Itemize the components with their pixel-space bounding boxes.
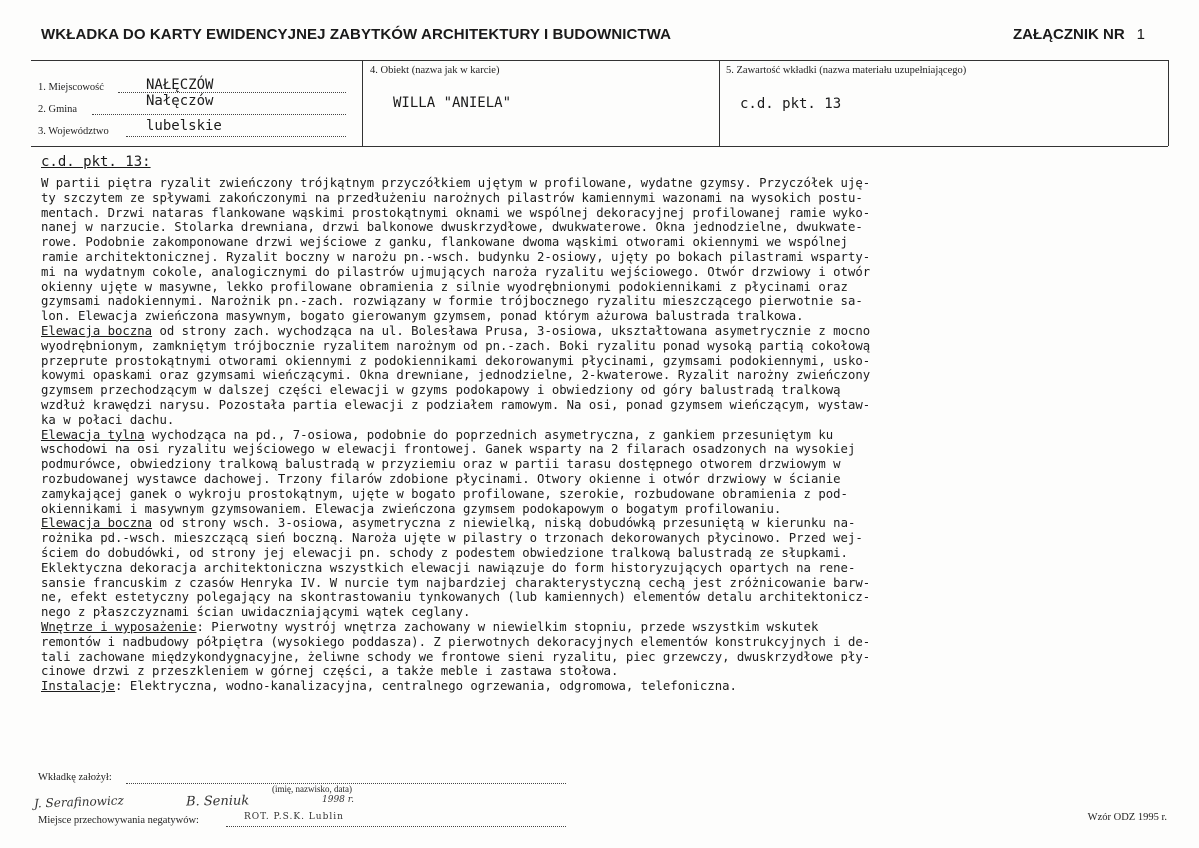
body-line: przeprute prostokątnymi otworami okiennymi z podokiennikami dekorowanymi płycinami, gzymsami podokiennymi, usko- <box>41 353 871 368</box>
signature-date: 1998 r. <box>322 795 354 805</box>
body-line: rowe. Podobnie zakomponowane drzwi wejściowe z ganku, flankowane dwoma wąskimi otworami okiennymi we wspólnej <box>41 235 848 250</box>
body-line: nanej w narzucie. Stolarka drewniana, drzwi balkonowe dwuskrzydłowe, dwukwaterowe. Okna jednodzielne, dwukwate- <box>41 220 863 235</box>
body-line: sansie francuskim z czasów Henryka IV. W nurcie tym najbardziej charakterystyczną cechą jest zróżnicowanie barw- <box>41 575 871 590</box>
zalozyl-label: Wkładkę założył: <box>38 772 112 783</box>
attachment-label: ZAŁĄCZNIK NR <box>1013 26 1125 43</box>
body-line: wzdłuż krawędzi narysu. Pozostała partia elewacji z podziałem ramowym. Na osi, ponad gzymsem wieńczącym, wystaw- <box>41 397 871 412</box>
wojewodztwo-value: lubelskie <box>146 118 222 134</box>
body-line: wyodrębnionym, zamkniętym trójbocznie ryzalitem narożnym od pn.-zach. Boki ryzalitu ponad wysoką partią cokołową <box>41 338 871 353</box>
miejscowosc-value: NAŁĘCZÓW <box>146 77 214 93</box>
body-line: Wnętrze i wyposażenie: Pierwotny wystrój wnętrza zachowany w niewielkim stopniu, przede wszystkim wskutek <box>41 619 819 634</box>
body-line: gzymsem przechodzącym w dalszej części elewacji w gzyms podokapowy i obwiedziony od góry balustradą tralkową <box>41 383 841 398</box>
negatywy-dotline <box>226 826 566 827</box>
gmina-value: Nałęczów <box>146 93 214 109</box>
body-line: Elewacja tylna wychodząca na pd., 7-osiowa, podobnie do poprzednich asymetryczna, z gankiem przesuniętym ku <box>41 427 834 442</box>
body-line: remontów i nadbudowy półpiętra (wysokiego poddasza). Z pierwotnych dekoracyjnych elementów konstrukcyjnych i de- <box>41 634 871 649</box>
form-divider-2 <box>719 60 720 146</box>
gmina-dotline <box>92 114 346 115</box>
body-line: rozbudowanej wystawce dachowej. Trzony filarów zdobione płycinami. Otwory okienne i otwór drzwiowy w ścianie <box>41 471 841 486</box>
body-line: zamykającej ganek o wykroju prostokątnym, ujęte w bogato profilowane, szerokie, rozbudowane obramienia z pod- <box>41 486 848 501</box>
form-top-border <box>31 60 1168 61</box>
document-title: WKŁADKA DO KARTY EWIDENCYJNEJ ZABYTKÓW ARCHITEKTURY I BUDOWNICTWA <box>41 26 672 43</box>
body-line: kowymi opaskami oraz gzymsami wieńczącymi. Okna drewniane, jednodzielne, 2-kwaterowe. Ryzalit narożny zwieńczony <box>41 368 871 383</box>
signature-2: B. Seniuk <box>185 793 250 810</box>
body-line: ka w połaci dachu. <box>41 412 175 427</box>
body-line: Elewacja boczna od strony zach. wychodząca na ul. Bolesława Prusa, 3-osiowa, ukształtowana asymetrycznie z mocno <box>41 323 871 338</box>
body-line: wschodowi na osi ryzalitu wejściowego w elewacji frontowej. Ganek wsparty na 2 filarach osadzonych na wysokiej <box>41 442 856 457</box>
body-line: ramie architektonicznej. Ryzalit boczny w narożu pn.-wsch. budynku 2-osiowy, ujęty po bokach pilastrami wsparty- <box>41 249 871 264</box>
body-line: nego z płaszczyznami ścian uwidaczniającymi wątek ceglany. <box>41 605 471 620</box>
body-line: rożnika pd.-wsch. mieszczącą sień boczną. Naroża ujęte w pilastry o trzonach dekorowanych płycinowo. Przed wej- <box>41 531 863 546</box>
body-line: ty szczytem ze spływami zakończonymi na przedłużeniu narożnych pilastrów kamiennymi wazonami na wysokich postu- <box>41 190 863 205</box>
wojewodztwo-dotline <box>126 136 346 137</box>
body-line: gzymsami nadokiennymi. Narożnik pn.-zach. rozwiązany w formie trójbocznego ryzalitu mieszczącego pierwotnie sa- <box>41 294 863 309</box>
signature-1: J. Serafinowicz <box>33 793 125 811</box>
description-body <box>41 176 1176 694</box>
form-right-border <box>1168 60 1169 146</box>
body-line: tali zachowane międzykondygnacyjne, żeliwne schody we frontowe sieni ryzalitu, piec grzewczy, dwuskrzydłowe pły- <box>41 649 871 664</box>
signature-note: (imię, nazwisko, data) <box>272 784 352 794</box>
obiekt-label: 4. Obiekt (nazwa jak w karcie) <box>370 65 500 76</box>
form-divider-1 <box>362 60 363 146</box>
section-heading: c.d. pkt. 13: <box>41 154 151 170</box>
body-line: lon. Elewacja zwieńczona masywnym, bogato gierowanym gzymsem, ponad którym ażurowa balustrada tralkowa. <box>41 309 804 324</box>
body-line: Elewacja boczna od strony wsch. 3-osiowa, asymetryczna z niewielką, niską dobudówką przesuniętą w kierunku na- <box>41 516 856 531</box>
body-line: Eklektyczna dekoracja architektoniczna wszystkich elewacji nawiązuje do form historyzujących opartych na rene- <box>41 560 856 575</box>
zawartosc-label: 5. Zawartość wkładki (nazwa materiału uzupełniającego) <box>726 65 967 76</box>
body-line: ściem do dobudówki, od strony jej elewacji pn. schody z podestem obwiedzione tralkową balustradą ze słupkami. <box>41 545 848 560</box>
body-line: cinowe drzwi z przeszkleniem w górnej części, a także meble i zastawa stołowa. <box>41 664 619 679</box>
negatywy-label: Miejsce przechowywania negatywów: <box>38 815 199 826</box>
body-line: mentach. Drzwi nataras flankowane wąskimi prostokątnymi oknami we wspólnej dekoracyjnej profilowanej ramie wyko- <box>41 205 871 220</box>
attachment-number: 1 <box>1136 26 1145 43</box>
body-line: mi na wydatnym cokole, analogicznymi do pilastrów ujmujących naroża ryzalitu wejściowego. Otwór drzwiowy i otwór <box>41 264 871 279</box>
zawartosc-value: c.d. pkt. 13 <box>740 96 842 112</box>
body-line: okiennikami i masywnym gzymsowaniem. Elewacja zwieńczona gzymsem podokapowym o bogatym profilowaniu. <box>41 501 782 516</box>
body-line: okienny ujęte w masywne, lekko profilowane obramienia z silnie wyodrębnionymi podokiennikami z płycinami oraz <box>41 279 848 294</box>
form-bottom-border <box>31 146 1168 147</box>
body-line: Instalacje: Elektryczna, wodno-kanalizacyjna, centralnego ogrzewania, odgromowa, telefoniczna. <box>41 679 737 694</box>
obiekt-value: WILLA "ANIELA" <box>393 95 512 111</box>
wojewodztwo-label: 3. Województwo <box>38 126 109 137</box>
gmina-label: 2. Gmina <box>38 104 78 115</box>
attachment-header <box>1013 26 1145 43</box>
miejscowosc-label: 1. Miejscowość <box>38 82 104 93</box>
body-line: ne, efekt estetyczny polegający na skontrastowaniu tynkowanych (lub kamiennych) elementów detalu architektonicz- <box>41 590 871 605</box>
negatywy-value: ROT. P.S.K. Lublin <box>244 812 344 822</box>
body-line: podmurówce, obwiedziony tralkową balustradą w przyziemiu oraz w partii tarasu dostępnego otworem drzwiowym w <box>41 457 841 472</box>
body-line: W partii piętra ryzalit zwieńczony trójkątnym przyczółkiem ujętym w profilowane, wydatne gzymsy. Przyczółek uję- <box>41 176 871 190</box>
form-template-id: Wzór ODZ 1995 r. <box>1087 812 1167 823</box>
